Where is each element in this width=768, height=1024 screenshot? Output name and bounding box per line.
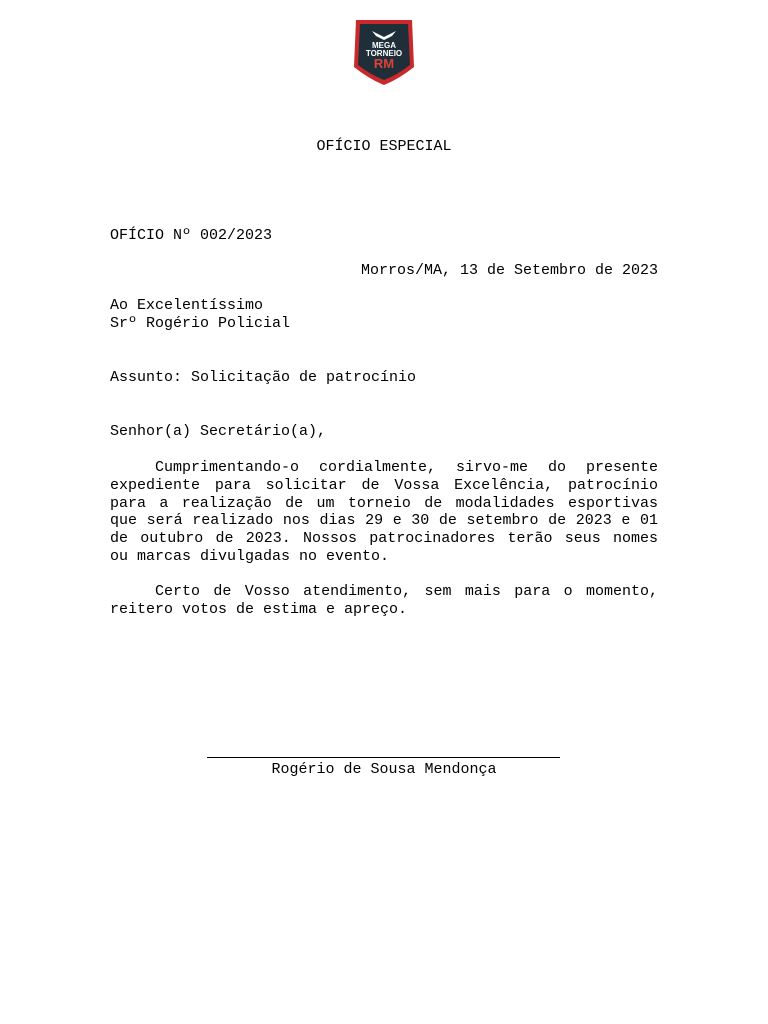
document-title: OFÍCIO ESPECIAL: [316, 138, 452, 155]
recipient-line-2: Srº Rogério Policial: [110, 315, 291, 332]
svg-text:MEGA: MEGA: [372, 41, 396, 50]
svg-text:RM: RM: [373, 56, 395, 71]
shield-logo-icon: [351, 17, 417, 87]
signature-name: Rogério de Sousa Mendonça: [271, 761, 497, 778]
document-reference: OFÍCIO Nº 002/2023: [110, 227, 273, 244]
recipient-line-1: Ao Excelentíssimo: [110, 297, 264, 314]
subject-line: Assunto: Solicitação de patrocínio: [110, 369, 417, 386]
body-paragraph-1: Cumprimentando-o cordialmente, sirvo-me do presente expediente para solicitar de Vossa Excelência, patrocínio para a realização de um torneio de modalidades esportivas que será realizado nos dias 29 e 30 de setembro de 2023 e 01 de outubro de 2023. Nossos patrocinadores terão seus nomes ou marcas divulgadas no evento.: [110, 459, 658, 565]
mega-torneio-rm-logo: [351, 17, 417, 87]
svg-text:TORNEIO: TORNEIO: [365, 49, 403, 58]
body-paragraph-2: Certo de Vosso atendimento, sem mais para o momento, reitero votos de estima e apreço.: [110, 583, 658, 618]
signature-line: [207, 757, 560, 758]
salutation: Senhor(a) Secretário(a),: [110, 423, 327, 440]
place-date: Morros/MA, 13 de Setembro de 2023: [360, 262, 658, 279]
